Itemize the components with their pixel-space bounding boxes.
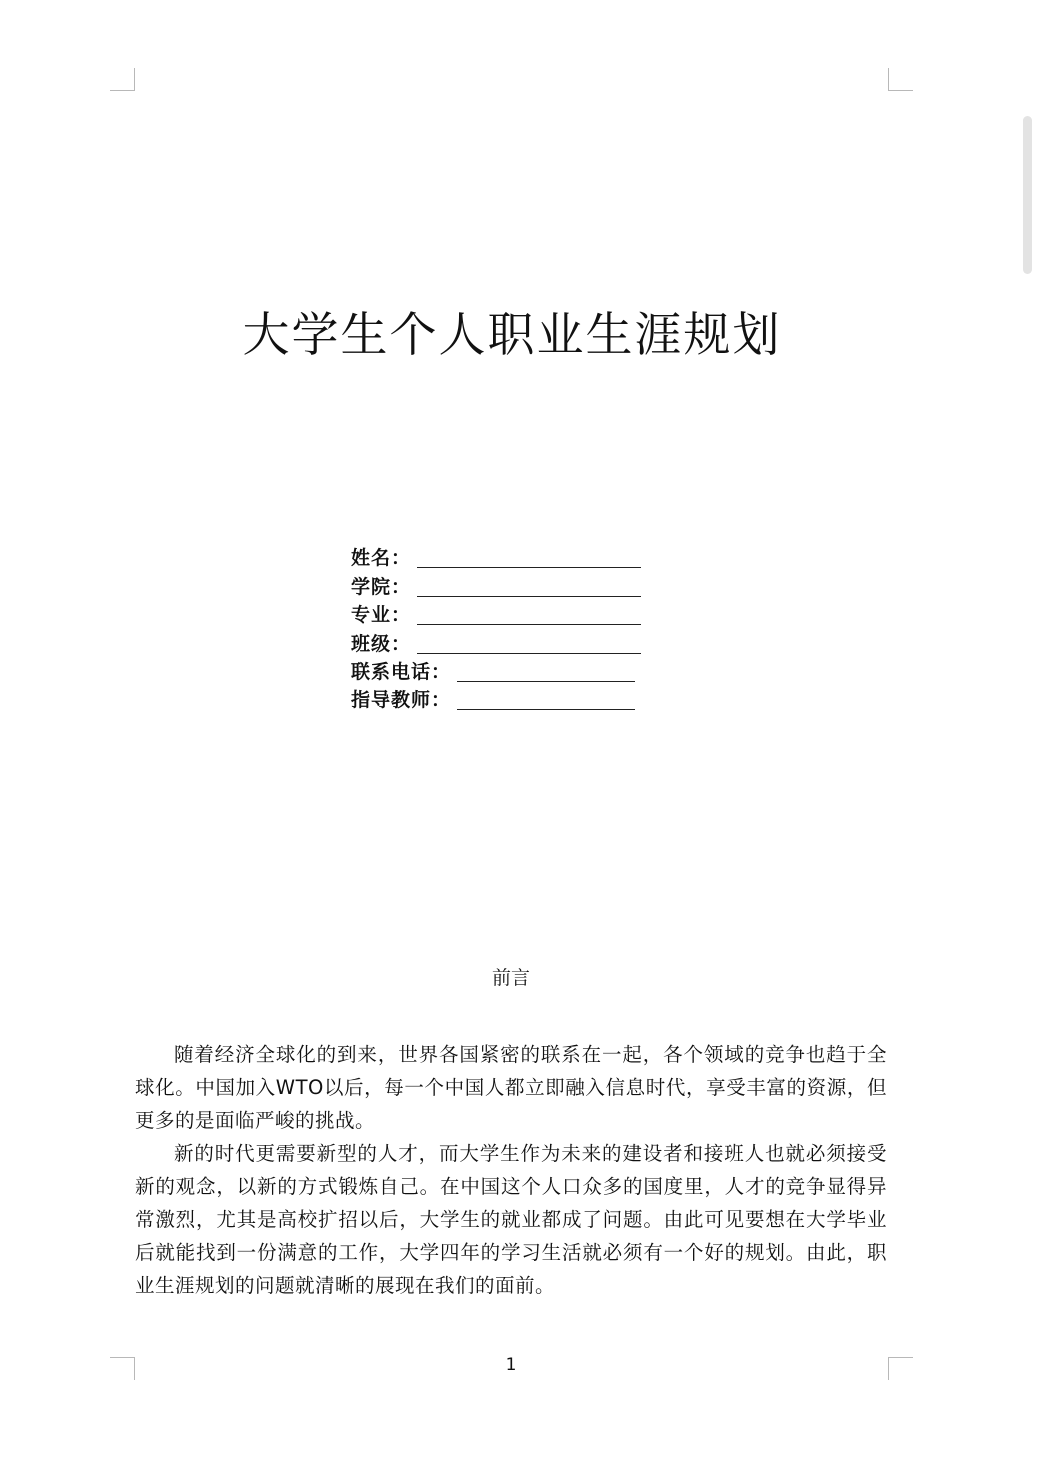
vertical-scrollbar[interactable] [1023,116,1032,274]
preface-heading: 前言 [491,967,530,989]
paragraph: 随着经济全球化的到来，世界各国紧密的联系在一起，各个领域的竞争也趋于全球化。中国加入WTO以后，每一个中国人都立即融入信息时代，享受丰富的资源，但更多的是面临严峻的挑战。 [135,1043,887,1132]
form-row-class [351,627,651,655]
form-row-name [351,542,651,570]
form-blank-phone[interactable] [457,680,635,682]
paragraph: 新的时代更需要新型的人才，而大学生作为未来的建设者和接班人也就必须接受新的观念，以新的方式锻炼自己。在中国这个人口众多的国度里，人才的竞争显得异常激烈，尤其是高校扩招以后，大学生的就业都成了问题。由此可见要想在大学毕业后就能找到一份满意的工作，大学四年的学习生活就必须有一个好的规划。由此，职业生涯规划的问题就清晰的展现在我们的面前。 [135,1142,887,1297]
form-row-phone [351,656,651,684]
document-title: 大学生个人职业生涯规划 [242,308,782,363]
cover-info-form [351,542,651,712]
form-blank-college[interactable] [417,595,641,597]
form-blank-advisor[interactable] [457,708,635,710]
form-row-major [351,599,651,627]
form-label-college: 学院： [351,575,412,598]
form-label-major: 专业： [351,604,412,627]
crop-mark-top-right [888,68,913,91]
form-label-class: 班级： [351,632,412,655]
form-blank-name[interactable] [417,566,641,568]
form-blank-class[interactable] [417,652,641,654]
form-label-advisor: 指导教师： [351,689,452,712]
crop-mark-top-left [110,68,135,91]
page-number: 1 [505,1355,517,1375]
form-row-college [351,570,651,598]
form-blank-major[interactable] [417,623,641,625]
preface-body [135,1038,887,1302]
form-label-phone: 联系电话： [351,660,452,683]
form-row-advisor [351,684,651,712]
form-label-name: 姓名： [351,547,412,570]
